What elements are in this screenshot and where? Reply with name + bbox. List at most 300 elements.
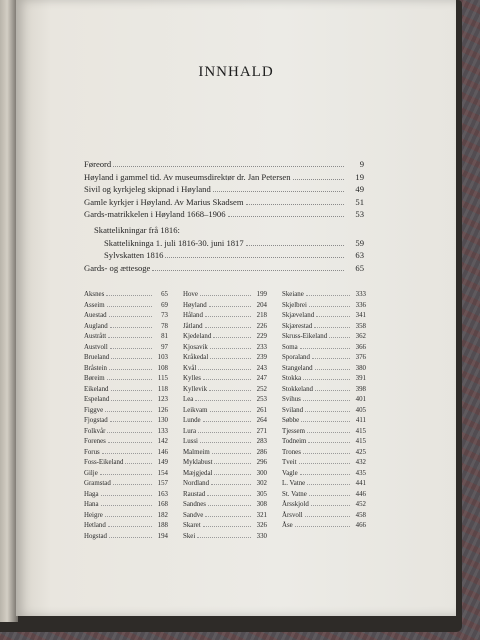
farm-name: Børeim bbox=[84, 375, 105, 382]
farm-name: St. Vatne bbox=[282, 490, 307, 498]
farm-name: Espeland bbox=[84, 396, 110, 403]
toc-leader-dots bbox=[113, 159, 344, 167]
farm-name: Lunde bbox=[183, 417, 201, 424]
farm-page: 333 bbox=[355, 291, 366, 298]
farm-name: Eikeland bbox=[84, 385, 109, 393]
farm-name: Årsskjold bbox=[282, 501, 309, 508]
toc-entry-page: 59 bbox=[355, 237, 364, 248]
farm-page: 199 bbox=[256, 291, 267, 298]
farm-entry bbox=[183, 385, 267, 396]
farm-page: 380 bbox=[355, 364, 366, 372]
farm-entry bbox=[282, 521, 366, 532]
farm-leader-dots bbox=[307, 427, 350, 433]
farm-name: Hana bbox=[84, 501, 99, 508]
farm-page: 188 bbox=[157, 522, 168, 529]
farm-name: Hogstad bbox=[84, 532, 107, 540]
farm-name: Skaret bbox=[183, 522, 201, 529]
toc-entry bbox=[84, 224, 364, 237]
farm-leader-dots bbox=[108, 521, 152, 527]
farm-entry bbox=[84, 343, 168, 354]
farm-entry bbox=[84, 385, 168, 396]
farm-name: Skjæveland bbox=[282, 312, 315, 319]
farm-name: Skei bbox=[183, 532, 196, 540]
farm-name: Hetland bbox=[84, 522, 106, 529]
farm-entry bbox=[84, 532, 168, 543]
farm-leader-dots bbox=[295, 521, 350, 527]
farm-page: 441 bbox=[355, 480, 366, 487]
farm-page: 286 bbox=[256, 448, 267, 456]
farm-page: 300 bbox=[256, 469, 267, 477]
farm-name: Brueland bbox=[84, 354, 110, 361]
farm-name: Håland bbox=[183, 312, 203, 319]
farm-leader-dots bbox=[200, 437, 251, 443]
toc-entry bbox=[84, 158, 364, 171]
farm-entry bbox=[84, 448, 168, 459]
table-of-contents bbox=[84, 158, 364, 274]
farm-leader-dots bbox=[198, 364, 251, 370]
farm-leader-dots bbox=[110, 416, 152, 422]
farm-page: 252 bbox=[256, 385, 267, 393]
toc-entry-page: 49 bbox=[355, 184, 364, 195]
farm-page: 362 bbox=[355, 333, 366, 340]
farm-name: Åse bbox=[282, 522, 293, 529]
farm-name: Tjessem bbox=[282, 427, 305, 435]
farm-name: L. Vatne bbox=[282, 480, 306, 487]
farm-name: Skeiane bbox=[282, 291, 304, 298]
farm-page: 182 bbox=[157, 511, 168, 519]
farm-entry bbox=[84, 521, 168, 532]
farm-entry bbox=[183, 532, 267, 543]
toc-leader-dots bbox=[246, 238, 344, 246]
farm-name: Skjærestad bbox=[282, 322, 313, 330]
farm-entry bbox=[84, 458, 168, 469]
farm-page: 458 bbox=[355, 511, 366, 519]
farm-entry bbox=[183, 458, 267, 469]
page-title: INNHALD bbox=[198, 64, 274, 80]
farm-page: 432 bbox=[355, 459, 366, 466]
farm-name: Forus bbox=[84, 448, 100, 456]
toc-entry bbox=[84, 262, 364, 275]
toc-leader-dots bbox=[152, 263, 344, 271]
toc-entry-page: 53 bbox=[355, 209, 364, 220]
farm-page: 283 bbox=[256, 438, 267, 445]
toc-entry-page: 65 bbox=[355, 262, 364, 273]
farm-entry bbox=[183, 311, 267, 322]
farm-entry bbox=[282, 332, 366, 343]
farm-page: 97 bbox=[161, 343, 168, 351]
farm-page: 103 bbox=[157, 354, 168, 361]
farm-page: 78 bbox=[161, 322, 168, 330]
farm-leader-dots bbox=[303, 395, 350, 401]
farm-entry bbox=[183, 448, 267, 459]
farm-name: Lea bbox=[183, 396, 194, 403]
farm-page: 142 bbox=[157, 438, 168, 445]
farm-entry bbox=[183, 322, 267, 333]
farm-entry bbox=[84, 395, 168, 406]
farm-name: Bråstein bbox=[84, 364, 107, 372]
farm-leader-dots bbox=[209, 385, 251, 391]
farm-entry bbox=[183, 469, 267, 480]
farm-entry bbox=[183, 490, 267, 501]
farm-page: 435 bbox=[355, 469, 366, 477]
farm-page: 415 bbox=[355, 438, 366, 445]
farm-entry bbox=[84, 406, 168, 417]
farm-page: 398 bbox=[355, 385, 366, 393]
farm-page: 391 bbox=[355, 375, 366, 382]
farm-leader-dots bbox=[200, 290, 251, 296]
toc-entry-label: Skattelikningar frå 1816: bbox=[94, 224, 180, 235]
farm-page: 376 bbox=[355, 354, 366, 361]
farm-entry bbox=[282, 448, 366, 459]
farm-leader-dots bbox=[111, 395, 152, 401]
farm-name: Lura bbox=[183, 427, 197, 435]
farm-entry bbox=[282, 416, 366, 427]
farm-leader-dots bbox=[203, 374, 251, 380]
farm-entry bbox=[183, 500, 267, 511]
farm-entry bbox=[84, 427, 168, 438]
farm-page: 115 bbox=[157, 375, 168, 382]
farm-index bbox=[84, 290, 366, 542]
farm-name: Forenes bbox=[84, 438, 106, 445]
toc-entry-label: Gamle kyrkjer i Høyland. Av Marius Skadsem bbox=[84, 196, 244, 207]
farm-leader-dots bbox=[210, 343, 251, 349]
farm-leader-dots bbox=[105, 511, 152, 517]
farm-page: 168 bbox=[157, 501, 168, 508]
farm-leader-dots bbox=[110, 343, 152, 349]
farm-name: Myklabust bbox=[183, 459, 213, 466]
farm-entry bbox=[282, 311, 366, 322]
farm-leader-dots bbox=[108, 437, 152, 443]
farm-name: Augland bbox=[84, 322, 108, 330]
toc-entry bbox=[84, 183, 364, 196]
farm-entry bbox=[282, 490, 366, 501]
farm-entry bbox=[282, 301, 366, 312]
farm-name: Svihus bbox=[282, 396, 301, 403]
farm-name: Fjogstad bbox=[84, 417, 108, 424]
farm-entry bbox=[282, 343, 366, 354]
farm-leader-dots bbox=[212, 448, 251, 454]
farm-page: 261 bbox=[256, 406, 267, 414]
farm-leader-dots bbox=[101, 500, 152, 506]
farm-leader-dots bbox=[205, 311, 251, 317]
farm-entry bbox=[282, 406, 366, 417]
farm-page: 308 bbox=[256, 501, 267, 508]
farm-entry bbox=[84, 437, 168, 448]
farm-name: Jåtland bbox=[183, 322, 203, 330]
toc-entry-label: Gards-matrikkelen i Høyland 1668–1906 bbox=[84, 209, 226, 220]
farm-entry bbox=[183, 374, 267, 385]
farm-page: 330 bbox=[256, 532, 267, 540]
farm-page: 247 bbox=[256, 375, 267, 382]
farm-page: 239 bbox=[256, 354, 267, 361]
toc-entry bbox=[84, 237, 364, 250]
farm-name: Heigre bbox=[84, 511, 103, 519]
farm-name: Gramstad bbox=[84, 480, 111, 487]
farm-leader-dots bbox=[211, 479, 251, 485]
farm-page: 157 bbox=[157, 480, 168, 487]
farm-name: Nordland bbox=[183, 480, 210, 487]
farm-leader-dots bbox=[214, 458, 251, 464]
farm-leader-dots bbox=[329, 332, 350, 338]
toc-entry-label: Skattelikninga 1. juli 1816-30. juni 1817 bbox=[104, 237, 244, 248]
farm-leader-dots bbox=[109, 532, 152, 538]
farm-leader-dots bbox=[303, 448, 350, 454]
farm-name: Foss-Eikeland bbox=[84, 459, 124, 466]
farm-page: 226 bbox=[256, 322, 267, 330]
farm-index-column bbox=[84, 290, 168, 542]
farm-name: Hove bbox=[183, 291, 198, 298]
farm-leader-dots bbox=[107, 301, 152, 307]
farm-name: Kvål bbox=[183, 364, 197, 372]
farm-entry bbox=[282, 395, 366, 406]
farm-leader-dots bbox=[308, 437, 350, 443]
farm-name: Skjelbrei bbox=[282, 301, 307, 309]
farm-page: 446 bbox=[355, 490, 366, 498]
farm-leader-dots bbox=[113, 479, 152, 485]
farm-page: 358 bbox=[355, 322, 366, 330]
farm-page: 336 bbox=[355, 301, 366, 309]
farm-leader-dots bbox=[108, 332, 152, 338]
farm-entry bbox=[282, 364, 366, 375]
farm-leader-dots bbox=[213, 332, 251, 338]
farm-name: Lussi bbox=[183, 438, 198, 445]
farm-name: Soma bbox=[282, 343, 298, 351]
farm-leader-dots bbox=[125, 458, 152, 464]
farm-entry bbox=[84, 479, 168, 490]
toc-leader-dots bbox=[165, 250, 344, 258]
farm-name: Vagle bbox=[282, 469, 298, 477]
farm-name: Kråkedal bbox=[183, 354, 209, 361]
farm-page: 321 bbox=[256, 511, 267, 519]
farm-entry bbox=[183, 343, 267, 354]
farm-name: Figgve bbox=[84, 406, 104, 414]
farm-name: Haga bbox=[84, 490, 99, 498]
farm-name: Kylles bbox=[183, 375, 201, 382]
farm-index-column bbox=[282, 290, 366, 542]
farm-entry bbox=[84, 490, 168, 501]
farm-leader-dots bbox=[109, 364, 152, 370]
farm-leader-dots bbox=[109, 311, 152, 317]
farm-name: Austrått bbox=[84, 333, 107, 340]
toc-entry-label: Sivil og kyrkjeleg skipnad i Høyland bbox=[84, 184, 211, 195]
farm-entry bbox=[84, 416, 168, 427]
farm-name: Asseim bbox=[84, 301, 105, 309]
farm-leader-dots bbox=[197, 532, 251, 538]
farm-leader-dots bbox=[311, 500, 350, 506]
farm-leader-dots bbox=[111, 385, 153, 391]
farm-page: 253 bbox=[256, 396, 267, 403]
toc-entry-label: Føreord bbox=[84, 159, 112, 169]
farm-name: Gilje bbox=[84, 469, 98, 477]
farm-page: 130 bbox=[157, 417, 168, 424]
farm-leader-dots bbox=[316, 311, 350, 317]
farm-leader-dots bbox=[312, 353, 350, 359]
farm-name: Skruss-Eikeland bbox=[282, 333, 328, 340]
farm-leader-dots bbox=[301, 416, 350, 422]
farm-leader-dots bbox=[300, 343, 350, 349]
farm-entry bbox=[282, 500, 366, 511]
farm-entry bbox=[183, 427, 267, 438]
farm-leader-dots bbox=[305, 406, 350, 412]
farm-name: Todneim bbox=[282, 438, 307, 445]
farm-leader-dots bbox=[107, 427, 152, 433]
farm-page: 69 bbox=[161, 301, 168, 309]
farm-entry bbox=[282, 511, 366, 522]
farm-name: Stokka bbox=[282, 375, 302, 382]
farm-name: Sporaland bbox=[282, 354, 310, 361]
farm-leader-dots bbox=[106, 290, 152, 296]
farm-name: Sandve bbox=[183, 511, 204, 519]
farm-entry bbox=[183, 437, 267, 448]
farm-page: 366 bbox=[355, 343, 366, 351]
farm-entry bbox=[84, 301, 168, 312]
farm-page: 415 bbox=[355, 427, 366, 435]
farm-page: 271 bbox=[256, 427, 267, 435]
farm-entry bbox=[183, 301, 267, 312]
farm-name: Tveit bbox=[282, 459, 297, 466]
farm-leader-dots bbox=[307, 479, 350, 485]
farm-name: Folkvår bbox=[84, 427, 106, 435]
farm-page: 194 bbox=[157, 532, 168, 540]
farm-entry bbox=[282, 322, 366, 333]
farm-name: Kjedeland bbox=[183, 333, 212, 340]
farm-entry bbox=[282, 374, 366, 385]
farm-entry bbox=[282, 290, 366, 301]
farm-leader-dots bbox=[207, 490, 251, 496]
farm-leader-dots bbox=[214, 469, 251, 475]
farm-name: Leikvam bbox=[183, 406, 208, 414]
farm-page: 154 bbox=[157, 469, 168, 477]
farm-page: 146 bbox=[157, 448, 168, 456]
farm-page: 466 bbox=[355, 522, 366, 529]
farm-entry bbox=[84, 322, 168, 333]
toc-leader-dots bbox=[293, 172, 344, 180]
farm-name: Søbbe bbox=[282, 417, 300, 424]
farm-page: 118 bbox=[157, 385, 168, 393]
farm-page: 452 bbox=[355, 501, 366, 508]
farm-leader-dots bbox=[203, 521, 251, 527]
farm-leader-dots bbox=[210, 406, 252, 412]
farm-leader-dots bbox=[205, 322, 251, 328]
farm-entry bbox=[84, 353, 168, 364]
toc-leader-dots bbox=[246, 197, 344, 205]
farm-name: Årsvoll bbox=[282, 511, 303, 519]
farm-entry bbox=[84, 469, 168, 480]
farm-entry bbox=[84, 374, 168, 385]
farm-entry bbox=[183, 364, 267, 375]
farm-index-column bbox=[183, 290, 267, 542]
farm-entry bbox=[282, 458, 366, 469]
toc-entry bbox=[84, 208, 364, 221]
farm-page: 123 bbox=[157, 396, 168, 403]
farm-entry bbox=[84, 311, 168, 322]
farm-page: 425 bbox=[355, 448, 366, 456]
farm-page: 218 bbox=[256, 312, 267, 319]
farm-page: 264 bbox=[256, 417, 267, 424]
farm-entry bbox=[183, 406, 267, 417]
farm-leader-dots bbox=[203, 416, 251, 422]
farm-name: Auestad bbox=[84, 312, 107, 319]
farm-leader-dots bbox=[102, 448, 152, 454]
farm-leader-dots bbox=[300, 469, 350, 475]
toc-entry-page: 51 bbox=[355, 196, 364, 207]
toc-entry-label: Gards- og ættesoge bbox=[84, 262, 151, 273]
toc-leader-dots bbox=[213, 184, 344, 192]
farm-name: Stokkeland bbox=[282, 385, 314, 393]
farm-leader-dots bbox=[309, 490, 350, 496]
farm-leader-dots bbox=[305, 511, 350, 517]
farm-name: Kjosavik bbox=[183, 343, 208, 351]
toc-entry-page: 63 bbox=[355, 250, 364, 261]
farm-leader-dots bbox=[100, 469, 152, 475]
toc-entry bbox=[84, 171, 364, 184]
farm-page: 296 bbox=[256, 459, 267, 466]
farm-leader-dots bbox=[210, 353, 251, 359]
farm-entry bbox=[183, 332, 267, 343]
farm-leader-dots bbox=[209, 301, 251, 307]
toc-leader-dots bbox=[228, 209, 344, 217]
farm-leader-dots bbox=[107, 374, 152, 380]
farm-entry bbox=[183, 511, 267, 522]
farm-entry bbox=[183, 416, 267, 427]
farm-name: Høyland bbox=[183, 301, 207, 309]
farm-name: Sandnes bbox=[183, 501, 206, 508]
farm-page: 326 bbox=[256, 522, 267, 529]
farm-name: Aksnes bbox=[84, 291, 105, 298]
farm-leader-dots bbox=[208, 500, 251, 506]
farm-leader-dots bbox=[198, 427, 251, 433]
toc-entry-page: 9 bbox=[359, 159, 364, 169]
farm-leader-dots bbox=[205, 511, 251, 517]
farm-entry bbox=[84, 511, 168, 522]
farm-page: 126 bbox=[157, 406, 168, 414]
farm-page: 341 bbox=[355, 312, 366, 319]
farm-page: 305 bbox=[256, 490, 267, 498]
farm-page: 108 bbox=[157, 364, 168, 372]
toc-entry-label: Sylvskatten 1816 bbox=[104, 250, 164, 261]
farm-entry bbox=[84, 290, 168, 301]
toc-entry-label: Høyland i gammel tid. Av museumsdirektør dr. Jan Petersen bbox=[84, 171, 291, 182]
farm-name: Malmeim bbox=[183, 448, 210, 456]
farm-page: 73 bbox=[161, 312, 168, 319]
farm-leader-dots bbox=[299, 458, 350, 464]
farm-page: 243 bbox=[256, 364, 267, 372]
farm-name: Mæjgjedal bbox=[183, 469, 213, 477]
farm-name: Stangeland bbox=[282, 364, 313, 372]
farm-leader-dots bbox=[195, 395, 251, 401]
farm-entry bbox=[282, 353, 366, 364]
farm-leader-dots bbox=[314, 322, 350, 328]
book-page bbox=[16, 0, 456, 616]
farm-page: 405 bbox=[355, 406, 366, 414]
farm-leader-dots bbox=[309, 301, 350, 307]
farm-name: Kyllevik bbox=[183, 385, 208, 393]
farm-page: 401 bbox=[355, 396, 366, 403]
toc-entry-page: 19 bbox=[355, 171, 364, 182]
farm-entry bbox=[282, 427, 366, 438]
farm-entry bbox=[282, 469, 366, 480]
farm-page: 133 bbox=[157, 427, 168, 435]
farm-entry bbox=[282, 437, 366, 448]
farm-page: 149 bbox=[157, 459, 168, 466]
farm-name: Trones bbox=[282, 448, 301, 456]
farm-leader-dots bbox=[315, 385, 350, 391]
farm-page: 65 bbox=[161, 291, 168, 298]
farm-leader-dots bbox=[315, 364, 350, 370]
farm-page: 229 bbox=[256, 333, 267, 340]
toc-entry bbox=[84, 249, 364, 262]
farm-leader-dots bbox=[111, 353, 152, 359]
